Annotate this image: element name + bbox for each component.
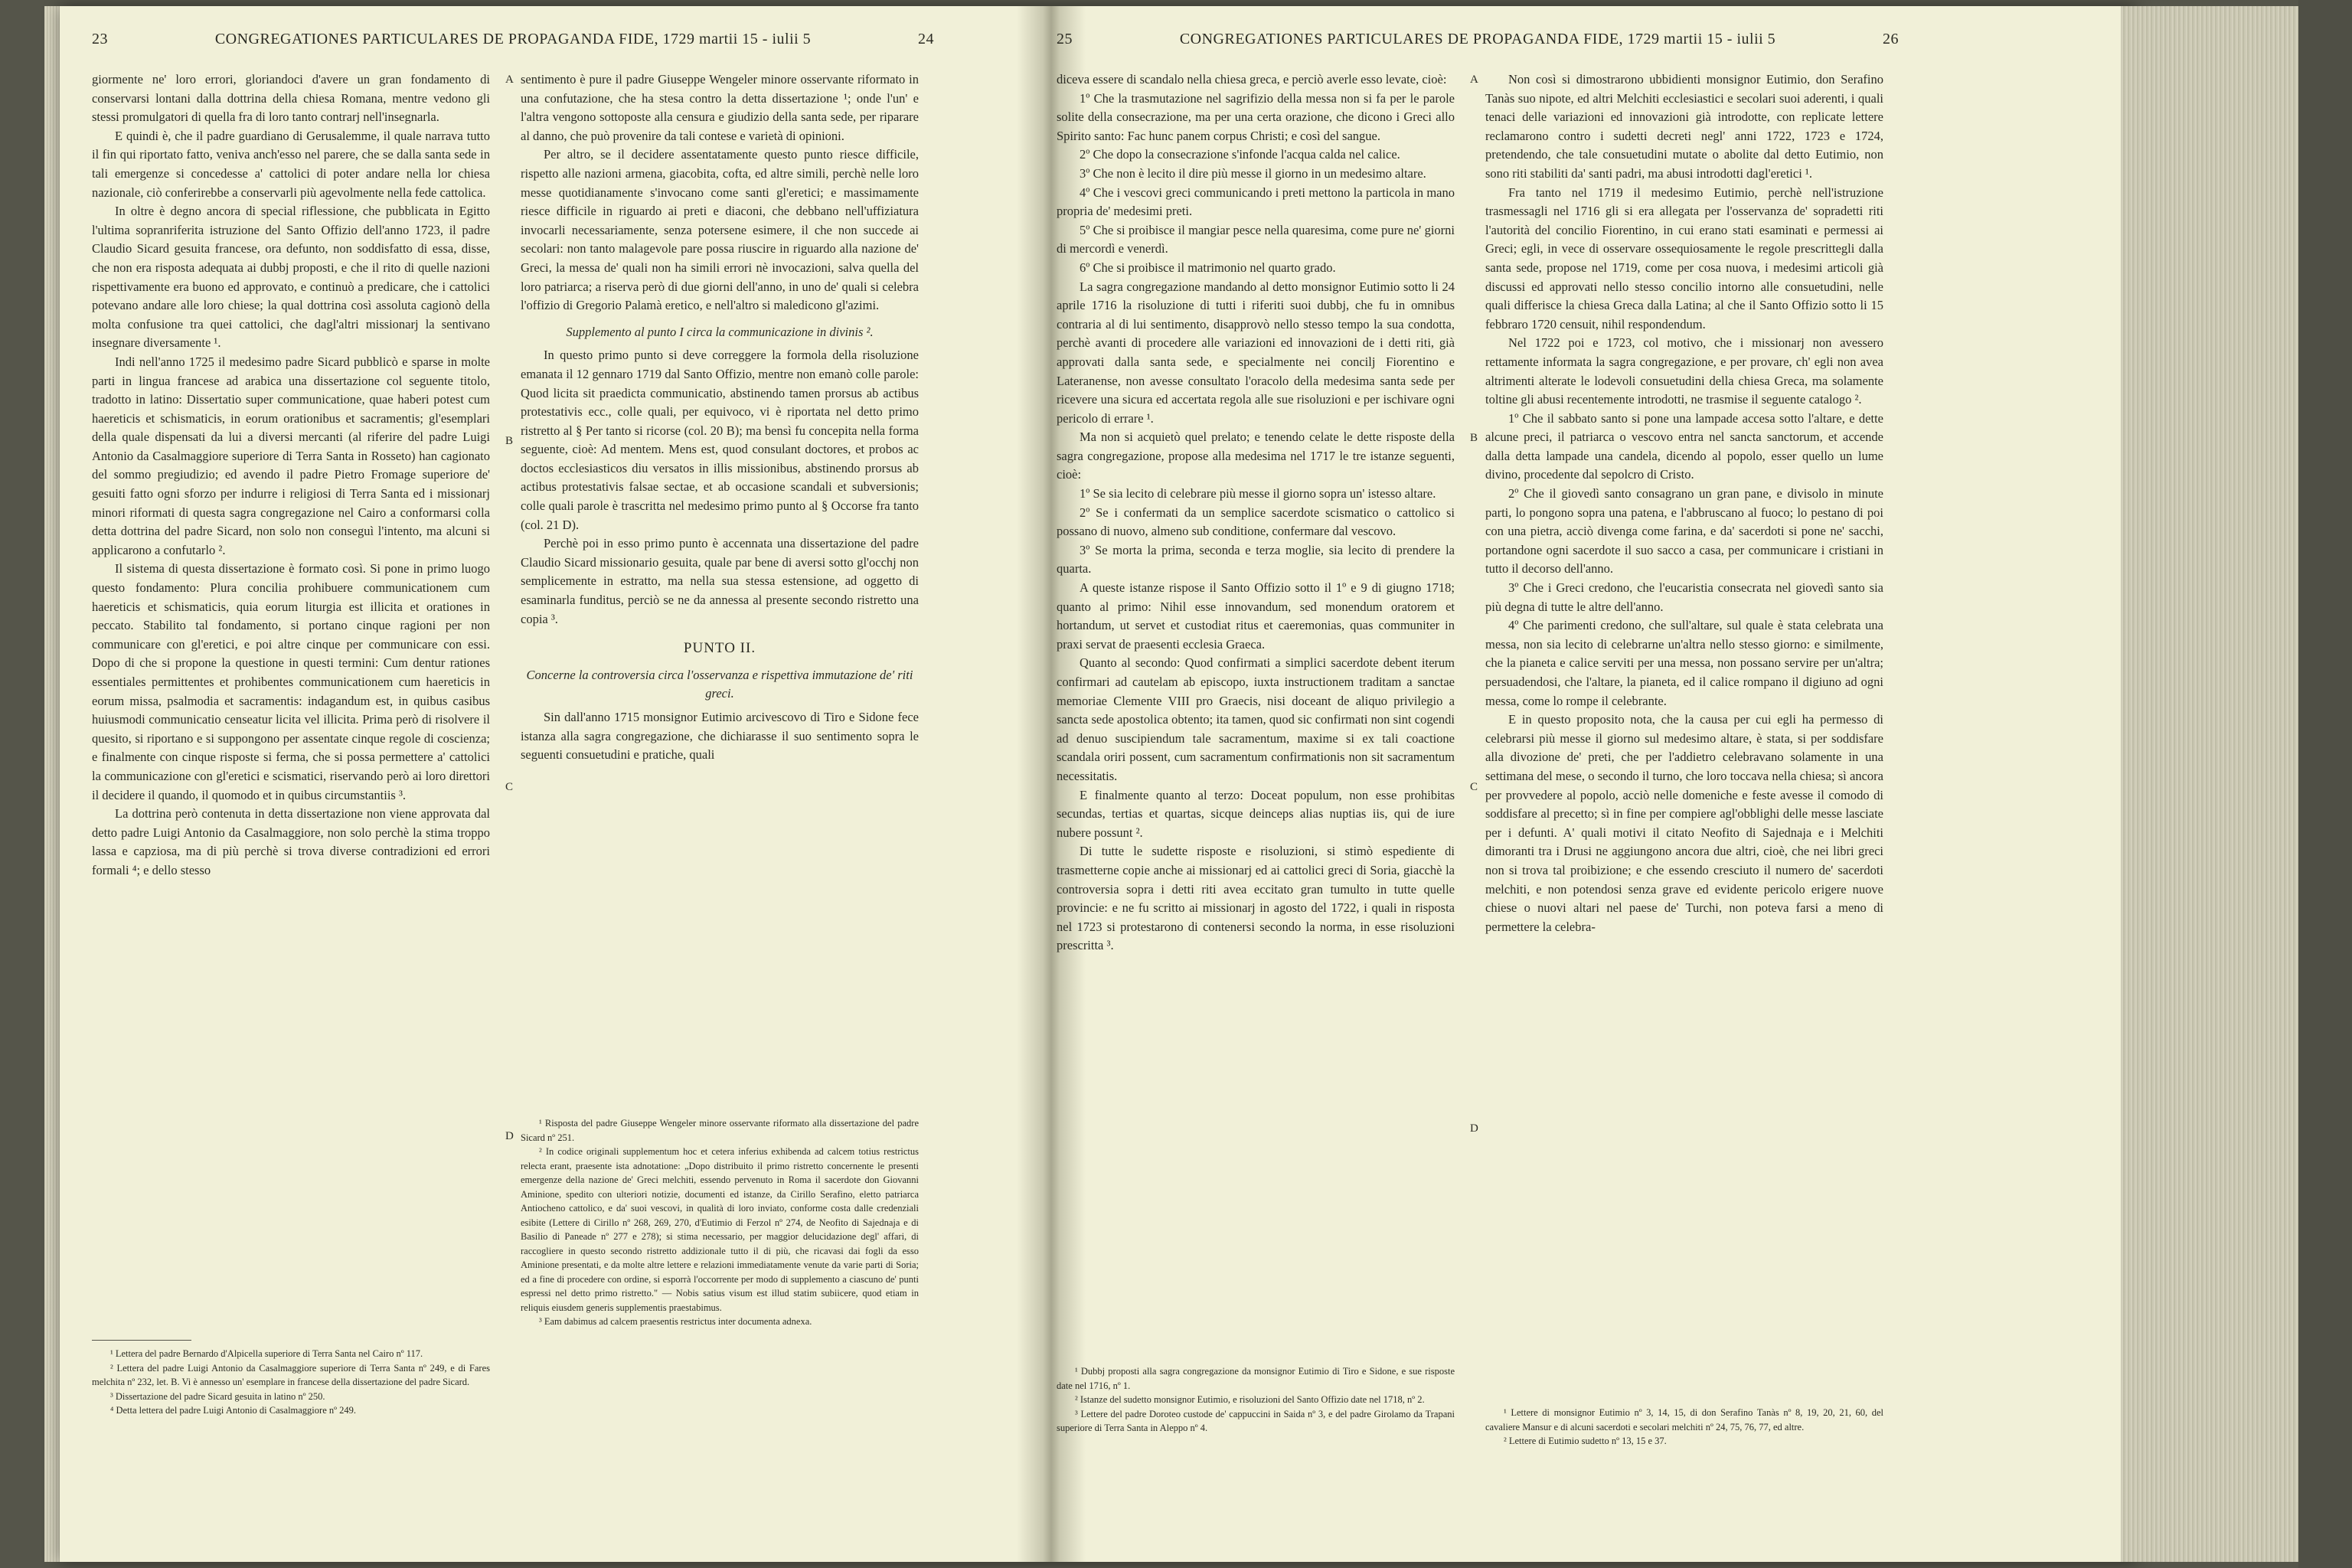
paragraph: 1º Che la trasmutazione nel sagrifizio della messa non si fa per le parole solite della consecrazione, ma per una certa orazione, che dicono i Greci allo Spirito santo: Fac hunc panem corpus Christi; e così del sangue. bbox=[1057, 90, 1455, 143]
left-page-edge bbox=[44, 6, 61, 1562]
footnote: ² Lettere di Eutimio sudetto nº 13, 15 e 37. bbox=[1504, 1436, 1667, 1446]
footnote: ⁴ Detta lettera del padre Luigi Antonio di Casalmaggiore nº 249. bbox=[110, 1405, 356, 1416]
left-page-column-1 bbox=[92, 70, 490, 1315]
paragraph: Perchè poi in esso primo punto è accennata una dissertazione del padre Claudio Sicard missionario gesuita, quale par bene di aversi sotto gl'occhj non semplicemente in estratto, ma nella sua stessa estensione, ad oggetto di esaminarla funditus, perciò se ne da annessa al presente secondo ristretto una copia ³. bbox=[521, 536, 919, 626]
paragraph: Il sistema di questa dissertazione è formato così. Si pone in primo luogo questo fondamento: Plura concilia prohibuere communicationem cum haereticis et schismaticis, quia eorum liturgia est illicita et orationes in peccato. Stabilito tal fondamento, si portano cinque ragioni per non communicare con gl'eretici, e poi altre cinque per communicare con essi. Dopo di che si propone la questione in questi termini: Cum dentur rationes essentiales permittentes et prohibentes communicationem cum haereticis in eorum missa, psalmodia et sacramentis: indagandum est, in quibus casibus huiusmodi communicatio censeatur licita vel illicita. Prima però di risolvere il quesito, si riportano e si suppongono per assentate cinque regole di coscienza; e finalmente con cinque risposte si ferma, che si possa permettere a' cattolici la communicazione con gl'eretici e scismatici, riservando però ai loro direttori il decidere il quando, il quomodo et in quibus circumstantiis ³. bbox=[92, 561, 490, 802]
section-heading: PUNTO II. bbox=[683, 640, 756, 657]
paragraph: Fra tanto nel 1719 il medesimo Eutimio, perchè nell'istruzione trasmessagli nel 1716 gli si era allegata per l'osservanza de' sopradetti riti l'autorità del concilio Fiorentino, in cui erano stati esaminati e permessi ai Greci; egli, in vece di osservare ossequiosamente le regole prescrittegli dalla santa sede, propose nel 1719, come per cosa nuova, i medesimi articoli già discussi ed approvati nello stesso concilio intorno alle consuetudini, nelle quali differisce la chiesa Greca dalla Latina; al che il Santo Offizio sotto li 15 febbraro 1720 censuit, nihil respondendum. bbox=[1485, 185, 1883, 332]
paragraph: In questo primo punto si deve correggere la formola della risoluzione emanata il 12 gennaro 1719 dal Santo Offizio, mentre non emanò colle parole: Quod licita sit praedicta communicatio, abstinendo tamen prorsus ab actibus protestativis ecc., colle quali, per equivoco, vi è riportata nel detto primo ristretto al § Per tanto si ricorse (col. 20 B); ma bensì fu concepita nella forma seguente, cioè: Ad mentem. Mens est, quod consulant doctores, et probos ac doctos ecclesiasticos diu versatos in illis missionibus, abstinendo prorsus ab actibus protestativis falsae sectae, et ab occasione scandali et subversionis; colle quali parole è trascritta nel medesimo primo punto al § Occorse fra tanto (col. 21 D). bbox=[521, 348, 919, 532]
footnotes bbox=[521, 1116, 919, 1329]
page-number: 26 bbox=[1883, 31, 1899, 47]
paragraph: Per altro, se il decidere assentatamente questo punto riesce difficile, rispetto alle nazioni armena, giacobita, cofta, ed altre simili, perchè nelle loro messe quotidianamente s'invocano come santi gl'eretici; e massimamente riesce difficile in riguardo ai preti e diaconi, che debbano nell'uffiziatura invocarli necessariamente, senza potersene esimere, il che non succede ai secolari: non tanto malagevole pare possa riuscire in riguardo alla nazione de' Greci, la messa de' quali non ha simili errori nè invocazioni, salva quella del loro patriarca; a riserva però di due giorni dell'anno, in uno de' quali si celebra l'offizio di Gregorio Palamà eretico, e nell'altro si maledicono gl'azimi. bbox=[521, 147, 919, 313]
paragraph: 2º Che il giovedì santo consagrano un gran pane, e divisolo in minute parti, lo pongono sopra una patena, e l'abbruscano al fuoco; lo pestano di poi con una pietra, acciò divenga come farina, e da' sacerdoti si pone ne' sacchi, portandone ogni sacerdote il suo sacco a casa, per communicare i cristiani in tutto il decorso dell'anno. bbox=[1485, 486, 1883, 577]
margin-letter: B bbox=[1470, 432, 1478, 444]
paragraph: diceva essere di scandalo nella chiesa greca, e perciò averle esso levate, cioè: bbox=[1057, 72, 1447, 87]
paragraph: La sagra congregazione mandando al detto monsignor Eutimio sotto li 24 aprile 1716 la risoluzione di tutti i riferiti suoi dubbj, che fu in omnibus contraria al di lui sentimento, disapprovò nello stesso tempo la sua condotta, perchè avanti di procedere alle variazioni ed innovazioni de i detti riti, già approvati dalla santa sede, e specialmente nei concilj Fiorentino e Lateranense, non avesse consultato l'oracolo della medesima santa sede per ricevere una sicura ed accertata regola alle sue risoluzioni e per ischivare ogni pericolo di errare ¹. bbox=[1057, 279, 1455, 426]
section-subtitle: Concerne la controversia circa l'osservanza e rispettiva immutazione de' riti greci. bbox=[526, 667, 913, 701]
margin-letter: B bbox=[505, 435, 514, 447]
footnote: ³ Eam dabimus ad calcem praesentis restrictus inter documenta adnexa. bbox=[539, 1316, 812, 1327]
footnote: ³ Dissertazione del padre Sicard gesuita in latino nº 250. bbox=[110, 1390, 325, 1402]
section-subtitle: Supplemento al punto I circa la communicazione in divinis ². bbox=[566, 324, 874, 339]
paragraph: Nel 1722 poi e 1723, col motivo, che i missionarj non avessero rettamente informata la sagra congregazione, e per provare, ch' egli non avea altrimenti alterate le lodevoli consuetudini della chiesa Greca, ma solamente toltine gli abusi recentemente introdotti, ne trasmise il seguente catalogo ². bbox=[1485, 335, 1883, 407]
right-page-edges bbox=[2121, 6, 2298, 1562]
page-number: 25 bbox=[1057, 31, 1073, 47]
paragraph: Ma non si acquietò quel prelato; e tenendo celate le dette risposte della sagra congregazione, propose alla medesima nel 1717 le tre istanze seguenti, cioè: bbox=[1057, 430, 1455, 482]
footnote: ² In codice originali supplementum hoc et cetera inferius exhibenda ad calcem totius restrictus relecta erant, praesente ista adnotatione: „Dopo distribuito il primo ristretto concernente le presenti emergenze della nazione de' Greci melchiti, essendo pervenuto in Roma il sacerdote don Giovanni Aminione, spedito con ulteriori notizie, documenti ed istanze, da Cirillo Serafino, eletto patriarca Antiocheno cattolico, e da' suoi vescovi, in qualità di loro inviato, conforme costa dalle credenziali esibite (Lettere di Cirillo nº 268, 269, 270, d'Eutimio di Ferzol nº 274, de Neofito di Sajednaja e di Basilio di Paneade nº 277 e 278); si stima necessario, per maggior delucidazione degl' affari, di raccogliere in questo secondo ristretto addizionale tutto il di più, che ricavasi dai fogli da esso Aminione presentati, e da molte altre lettere e relazioni immediatamente venute da varie parti di Soria; ed a fine di procedere con ordine, si esporrà l'occorrente per modo di supplemento a ciascuno de' punti espressi nel detto primo ristretto." — Nobis satius visum est illud statim subiicere, quod etiam in reliquis eiusdem generis supplementis praestabimus. bbox=[521, 1146, 919, 1313]
running-head bbox=[92, 31, 934, 61]
paragraph: Sin dall'anno 1715 monsignor Eutimio arcivescovo di Tiro e Sidone fece istanza alla sagra congregazione, che dichiarasse il suo sentimento sopra le seguenti consuetudini e pratiche, quali bbox=[521, 710, 919, 763]
paragraph: Non così si dimostrarono ubbidienti monsignor Eutimio, don Serafino Tanàs suo nipote, ed altri Melchiti ecclesiastici e secolari suoi aderenti, i quali tenaci delle variazioni ed innovazioni già introdotte, con replicate lettere reclamarono contro i sudetti decreti negl' anni 1722, 1723 e 1724, pretendendo, che tale consuetudini mutate o abolite dal detto Eutimio, non sono riti stabiliti da' santi padri, ma abusi introdotti dagl'eretici ¹. bbox=[1485, 72, 1883, 181]
paragraph: 4º Che parimenti credono, che sull'altare, sul quale è stata celebrata una messa, non sia lecito di celebrarne un'altra nello stesso giorno: e similmente, che la pianeta e calice serviti per una messa, non possano servire per un'altra; persuadendosi, che l'altare, la pianeta, ed il calice rompano il digiuno ad ogni messa, come lo rompe il celebrante. bbox=[1485, 618, 1883, 708]
right-page-column-1 bbox=[1057, 70, 1455, 1341]
footnote-rule bbox=[92, 1340, 191, 1341]
paragraph: Indi nell'anno 1725 il medesimo padre Sicard pubblicò e sparse in molte parti in lingua francese ad arabica una dissertazione col seguente titolo, tradotto in latino: Dissertatio super communicatione, quae haberi potest cum haereticis et schismaticis, in eorum orationibus et sacramentis; gl'esemplari della quale dispensati da lui a diversi mercanti (al riferire del padre Luigi Antonio da Casalmaggiore superiore di Terra Santa in Rosseto) han cagionato del sommo pregiudizio; ed avendo il padre Pietro Fromage superiore de' gesuiti fatto ogni sforzo per indurre i religiosi di Terra Santa ed i missionarj minori riformati di questa sagra congregazione nel Cairo a conformarsi colla detta dottrina del padre Sicard, non solo non conseguì l'intento, ma alcuni si applicarono a confutarlo ². bbox=[92, 354, 490, 557]
margin-letter: C bbox=[1470, 781, 1478, 793]
paragraph: 2º Che dopo la consecrazione s'infonde l'acqua calda nel calice. bbox=[1080, 147, 1400, 162]
paragraph: giormente ne' loro errori, gloriandoci d'avere un gran fondamento di conservarsi lontani dalla dottrina della chiesa Romana, mentre vedono gli stessi promulgatori di quella fra di loro tanto contrarj nell'insegnarla. bbox=[92, 72, 490, 125]
right-page bbox=[1057, 0, 1899, 1556]
footnote: ¹ Risposta del padre Giuseppe Wengeler minore osservante riformato alla dissertazione del padre Sicard nº 251. bbox=[521, 1118, 919, 1143]
paragraph: 6º Che si proibisce il matrimonio nel quarto grado. bbox=[1080, 260, 1336, 275]
paragraph: E finalmente quanto al terzo: Doceat populum, non esse prohibitas secundas, tertias et quartas, sicque deinceps alias nuptias iis, qui de iure nubere possunt ². bbox=[1057, 787, 1455, 840]
margin-letter: A bbox=[505, 74, 514, 86]
page-number: 23 bbox=[92, 31, 108, 47]
paragraph: 2º Se i confermati da un semplice sacerdote scismatico o cattolico si possano di nuovo, almeno sub conditione, confermare dal vescovo. bbox=[1057, 505, 1455, 539]
paragraph: 1º Che il sabbato santo si pone una lampade accesa sotto l'altare, e dette alcune preci, il patriarca o vescovo entra nel sancta sanctorum, et accende dalla detta lampade una candela, dicendo al popolo, esser quello un lume divino, procedente dal sepolcro di Cristo. bbox=[1485, 410, 1883, 482]
paragraph: E in questo proposito nota, che la causa per cui egli ha permesso di celebrarsi più messe il giorno sul medesimo altare, è stata, si per soddisfare alla divozione de' preti, che per l'addietro celebravano solamente in una settimana del mese, o secondo il turno, che loro toccava nella chiesa; sì ancora per provvedere al popolo, acciò nelle domeniche e feste avesse il comodo di soddisfare al precetto; sì in fine per compiere agl'obblighi delle messe lasciate per i defunti. A' quali motivi il citato Neofito di Sajednaja e i Melchiti dimoranti tra i Drusi ne aggiungono ancora due altri, cioè, che nei libri greci non si trova tal proibizione; e che essendo cresciuto il numero de' sacerdoti melchiti, e non potendosi senza grave ed evidente pericolo erigere nuove chiese o nuovi altari nel paese de' Turchi, non poteva farsi a meno di permettere la celebra- bbox=[1485, 712, 1883, 934]
running-title: CONGREGATIONES PARTICULARES DE PROPAGANDA FIDE, 1729 martii 15 - iulii 5 bbox=[214, 31, 812, 47]
paragraph: La dottrina però contenuta in detta dissertazione non viene approvata dal detto padre Luigi Antonio da Casalmaggiore, non solo perchè la stima troppo lassa e capziosa, ma di più perchè si trova diverse contradizioni ed errori formali ⁴; e dello stesso bbox=[92, 806, 490, 877]
paragraph: 3º Che non è lecito il dire più messe il giorno in un medesimo altare. bbox=[1080, 165, 1426, 181]
paragraph: 4º Che i vescovi greci communicando i preti mettono la particola in mano propria de' medesimi preti. bbox=[1057, 185, 1455, 219]
paragraph: 3º Se morta la prima, seconda e terza moglie, sia lecito di prendere la quarta. bbox=[1057, 542, 1455, 577]
left-page bbox=[92, 0, 934, 1556]
footnote: ¹ Lettera del padre Bernardo d'Alpicella superiore di Terra Santa nel Cairo nº 117. bbox=[110, 1348, 423, 1359]
paragraph: Quanto al secondo: Quod confirmati a simplici sacerdote debent iterum confirmari ad cautelam ab episcopo, iuxta instructionem traditam a sanctae memoriae Clemente VIII pro Graecis, nisi doceant de aliquo privilegio a sancta sede apostolica obtento; ita tamen, quod sic confirmati non sint cogendi ad denuo suscipiendum tale sacramentum, maxime si ex tali coactione scandala oriri possent, cum sacramentum confirmationis non sit sacramentum necessitatis. bbox=[1057, 655, 1455, 783]
footnotes bbox=[92, 1340, 490, 1418]
right-page-column-2 bbox=[1485, 70, 1883, 1387]
background-strip bbox=[2298, 0, 2352, 1568]
footnotes bbox=[1057, 1364, 1455, 1436]
footnote: ¹ Dubbj proposti alla sagra congregazione da monsignor Eutimio di Tiro e Sidone, e sue risposte date nel 1716, nº 1. bbox=[1057, 1366, 1455, 1391]
paragraph: 3º Che i Greci credono, che l'eucaristia consecrata nel giovedì santo sia più degna di tutte le altre dell'anno. bbox=[1485, 580, 1883, 614]
paragraph: A queste istanze rispose il Santo Offizio sotto il 1º e 9 di giugno 1718; quanto al primo: Nihil esse innovandum, sed monendum oratorem et hortandum, ut servet et custodiat ritus et caeremonias, quas communiter in praxi servat de praesenti ecclesia Graeca. bbox=[1057, 580, 1455, 652]
paragraph: E quindi è, che il padre guardiano di Gerusalemme, il quale narrava tutto il fin qui riportato fatto, veniva anch'esso nel parere, che se dalla santa sede in tali emergenze si concedesse a' cattolici di poter andare nella lor chiesa nazionale, ciò conferirebbe a conservarli più agevolmente nella fede cattolica. bbox=[92, 128, 490, 200]
paragraph: 5º Che si proibisce il mangiar pesce nella quaresima, come pure ne' giorni di mercordì e venerdì. bbox=[1057, 222, 1455, 256]
paragraph: In oltre è degno ancora di special riflessione, che pubblicata in Egitto l'ultima sopranriferita istruzione del Santo Offizio dell'anno 1723, il padre Claudio Sicard gesuita francese, ora defunto, non soddisfatto di essa, disse, che non era risposta adequata ai dubbj proposti, e che il rito di quelle nazioni rispettivamente era buono ed approvato, e continuò a predicare, che i cattolici potevano andare alle loro chiese; la qual dottrina così assoluta cagionò della molta confusione tra quei cattolici, che dagl'altri missionarj la sentivano insegnare diversamente ¹. bbox=[92, 204, 490, 351]
paragraph: Di tutte le sudette risposte e risoluzioni, si stimò espediente di trasmetterne copie anche ai missionarj ed ai cattolici greci di Soria, giacchè la controversia sopra i detti riti avea eccitato gran tumulto in tutte quelle provincie: e ne fu scritto ai missionarj in agosto del 1722, i quali in risposta nel 1723 si protestarono di contenersi secondo la norma, in esse risoluzioni prescritta ³. bbox=[1057, 844, 1455, 953]
footnote: ¹ Lettere di monsignor Eutimio nº 3, 14, 15, di don Serafino Tanàs nº 8, 19, 20, 21, 60, del cavaliere Mansur e di alcuni sacerdoti e secolari melchiti nº 24, 75, 76, 77, ed altre. bbox=[1485, 1407, 1883, 1432]
running-head bbox=[1057, 31, 1899, 61]
margin-letter: C bbox=[505, 781, 514, 793]
page-number: 24 bbox=[918, 31, 934, 47]
paragraph: 1º Se sia lecito di celebrare più messe il giorno sopra un' istesso altare. bbox=[1080, 486, 1436, 501]
footnote: ² Istanze del sudetto monsignor Eutimio, e risoluzioni del Santo Offizio date nel 1718, nº 2. bbox=[1075, 1394, 1425, 1405]
footnote: ³ Lettere del padre Doroteo custode de' cappuccini in Saida nº 3, e del padre Girolamo da Trapani superiore di Terra Santa in Aleppo nº 4. bbox=[1057, 1408, 1455, 1433]
margin-letter: D bbox=[505, 1130, 514, 1142]
footnote: ² Lettera del padre Luigi Antonio da Casalmaggiore superiore di Terra Santa nº 249, e di Fares melchita nº 232, let. B. Vi è annesso un' esemplare in francese della dissertazione del padre Sicard. bbox=[92, 1362, 490, 1387]
paragraph: sentimento è pure il padre Giuseppe Wengeler minore osservante riformato in una confutazione, che ha stesa contro la detta dissertazione ¹; onde l'un' e l'altra vengono sottoposte alla censura e giudizio della santa sede, per riparare al danno, che può provenire da tali contese e varietà di opinioni. bbox=[521, 72, 919, 143]
left-page-column-2 bbox=[521, 70, 919, 1104]
running-title: CONGREGATIONES PARTICULARES DE PROPAGANDA FIDE, 1729 martii 15 - iulii 5 bbox=[1179, 31, 1776, 47]
margin-letter: A bbox=[1470, 74, 1478, 86]
footnotes bbox=[1485, 1406, 1883, 1449]
margin-letter: D bbox=[1470, 1122, 1478, 1135]
